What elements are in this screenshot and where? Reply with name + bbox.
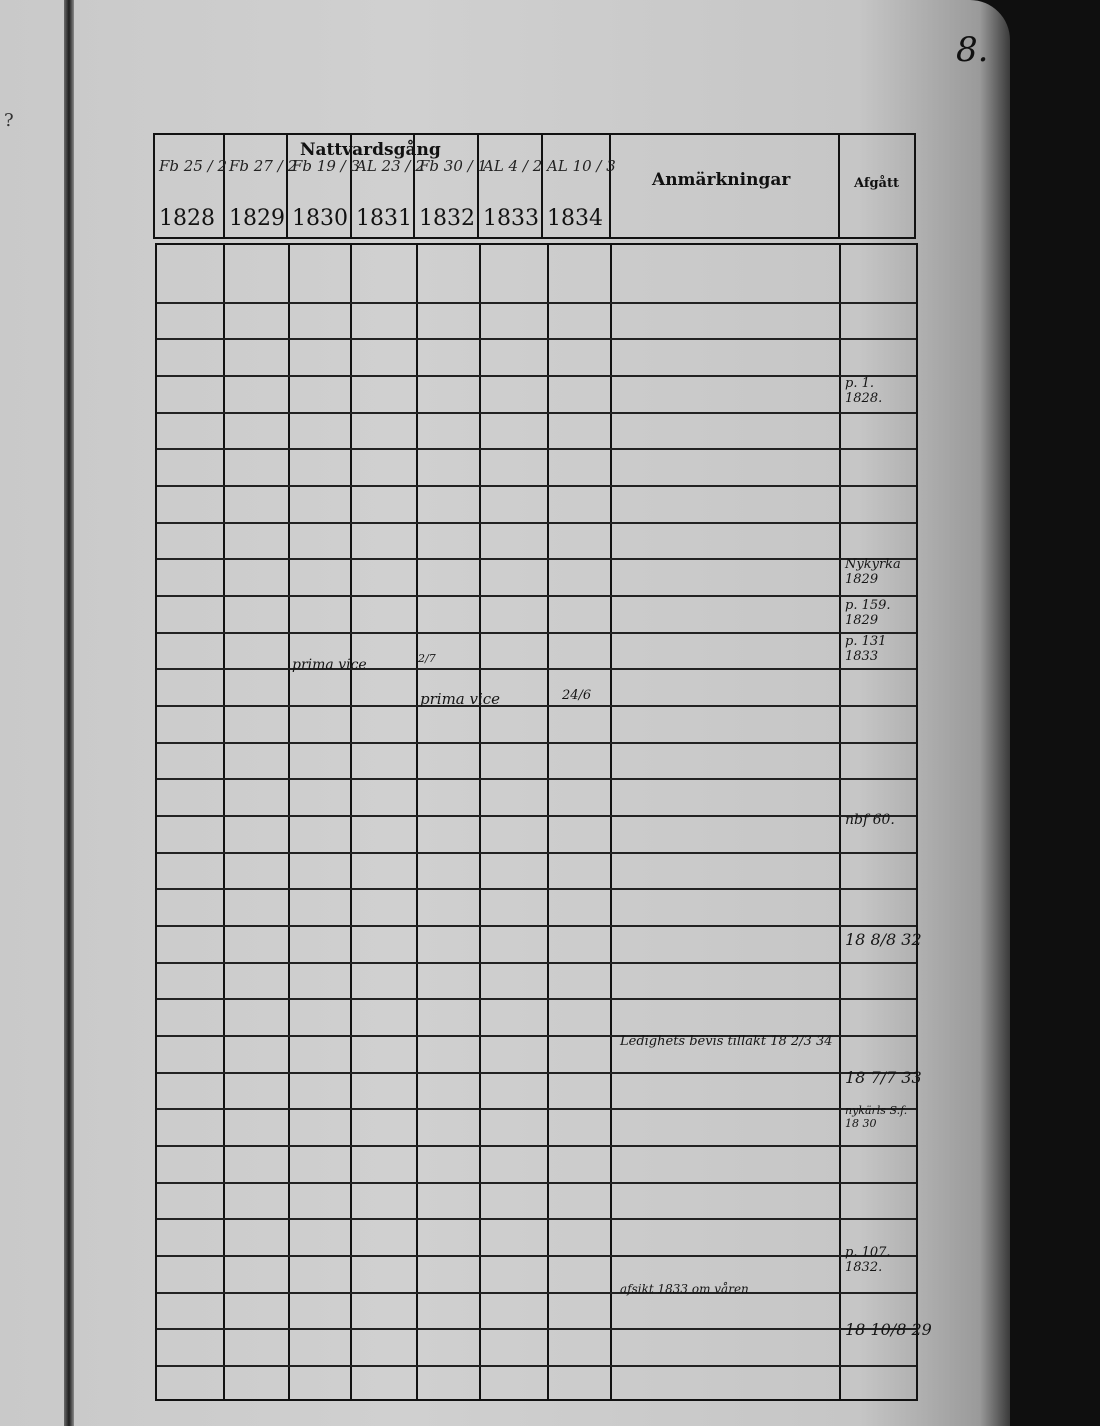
column-line [839,245,841,1399]
margin-mark: ? [4,110,14,131]
year-column-header [479,135,543,237]
row-line [157,962,916,964]
row-line [157,1218,916,1220]
year-label: 1831 [356,206,412,231]
row-line [157,1145,916,1147]
row-line [157,302,916,304]
row-line [157,815,916,817]
communion-entry-date: 24/6 [562,688,592,703]
departure-entry: Nykyrka 1829 [845,557,901,587]
communion-group-title: Nattvardsgång [300,140,441,160]
departure-entry: nykärls S.f. 18 30 [845,1104,908,1130]
row-line [157,1072,916,1074]
year-label: 1830 [292,206,348,231]
row-line [157,1292,916,1294]
row-line [157,412,916,414]
year-note: AL 10 / 3 [547,157,616,175]
row-line [157,1365,916,1367]
departure-entry: p. 107. 1832. [845,1245,891,1275]
column-line [547,245,549,1399]
row-line [157,632,916,634]
row-line [157,705,916,707]
column-line [288,245,290,1399]
column-line [610,245,612,1399]
year-column-header [225,135,297,237]
year-column-header [155,135,225,237]
row-line [157,448,916,450]
communion-entry: prima vice [292,657,367,673]
year-note: Fb 30 / 1 [419,157,487,175]
book-spine [64,0,74,1426]
register-grid [155,243,918,1401]
remark-entry: Ledighets bevis tillakt 18 2/3 34 [620,1034,833,1049]
row-line [157,852,916,854]
departure-entry: nbf 60. [845,812,895,828]
year-label: 1828 [159,206,215,231]
year-note: Fb 25 / 2 [159,157,227,175]
row-line [157,888,916,890]
year-note: Fb 27 / 2 [229,157,297,175]
table-header [153,133,916,239]
year-note: AL 23 / 2 [356,157,425,175]
row-line [157,1182,916,1184]
row-line [157,778,916,780]
row-line [157,522,916,524]
row-line [157,742,916,744]
departure-entry: p. 159. 1829 [845,598,891,628]
column-line [223,245,225,1399]
row-line [157,338,916,340]
year-note: Fb 19 / 3 [292,157,360,175]
column-line [416,245,418,1399]
row-line [157,1328,916,1330]
departed-title: Afgått [854,176,899,191]
year-note: AL 4 / 2 [483,157,543,175]
communion-entry: prima vice [420,690,501,708]
row-line [157,1255,916,1257]
remarks-title: Anmärkningar [652,170,791,190]
departure-entry: 18 7/7 33 [845,1068,922,1087]
row-line [157,485,916,487]
departure-entry: p. 131 1833 [845,634,887,664]
column-line [479,245,481,1399]
year-label: 1832 [419,206,475,231]
row-line [157,595,916,597]
page-number: 8. [956,30,989,70]
departure-entry: 18 10/8 29 [845,1320,932,1339]
row-line [157,558,916,560]
row-line [157,998,916,1000]
column-line [350,245,352,1399]
row-line [157,375,916,377]
row-line [157,1108,916,1110]
row-line [157,668,916,670]
year-column-header [543,135,616,237]
year-label: 1833 [483,206,539,231]
year-label: 1829 [229,206,285,231]
departure-entry: p. 1. 1828. [845,376,883,406]
year-label: 1834 [547,206,603,231]
row-line [157,925,916,927]
communion-entry-date: 2/7 [418,652,436,665]
departure-entry: 18 8/8 32 [845,930,922,949]
remark-entry: afsikt 1833 om våren [620,1282,749,1296]
